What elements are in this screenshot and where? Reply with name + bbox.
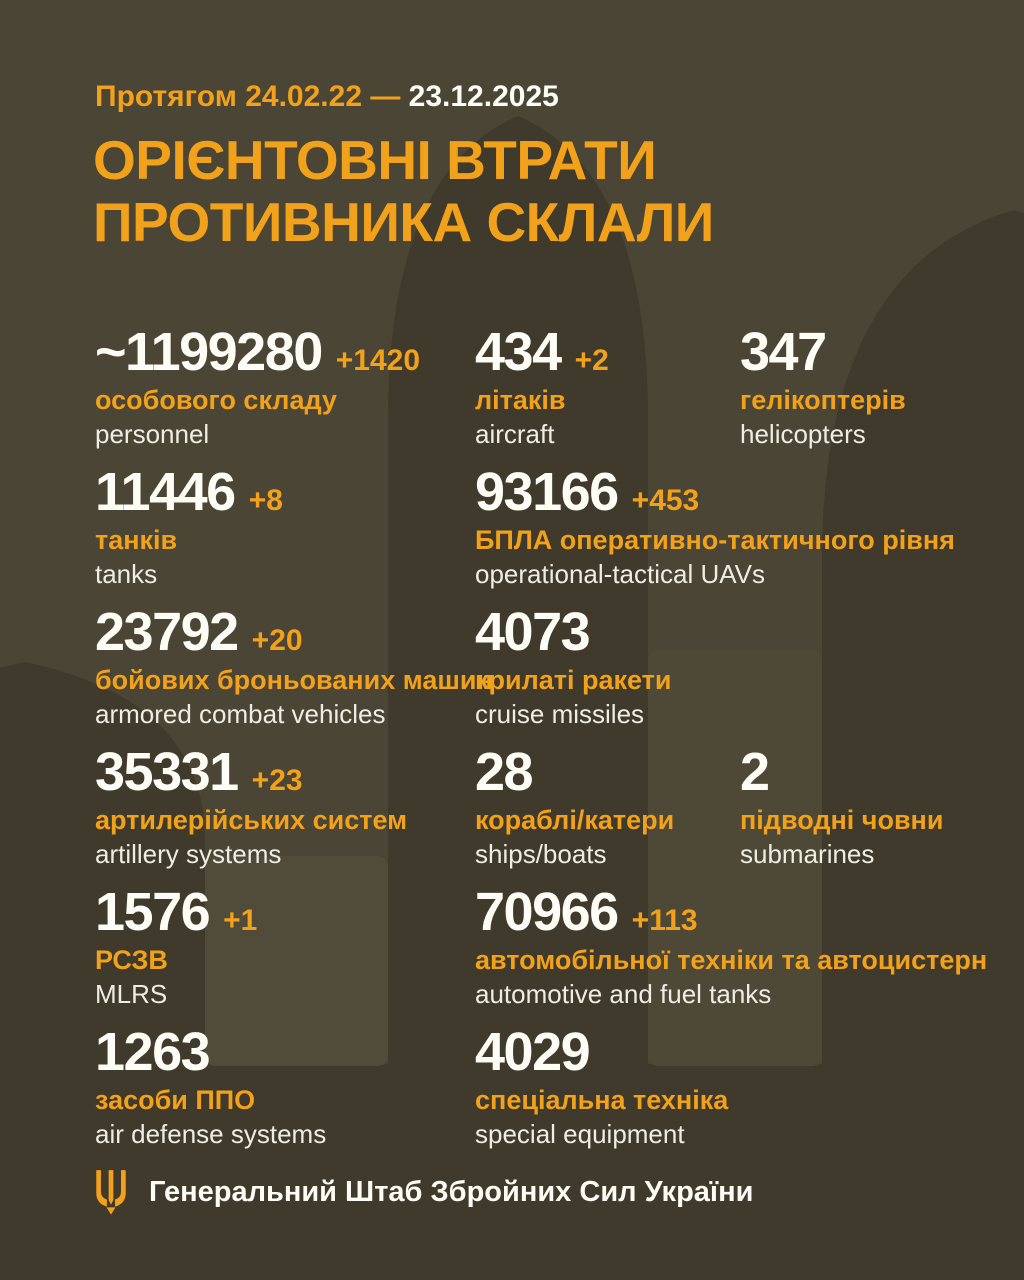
- stat-mlrs: [95, 882, 475, 1025]
- stat-value: 1263: [95, 1022, 210, 1082]
- footer-org-name: Генеральний Штаб Збройних Сил України: [149, 1176, 754, 1208]
- title-line-2: ПРОТИВНИКА СКЛАЛИ: [93, 190, 714, 253]
- stat-tanks: [95, 462, 475, 605]
- period-prefix: Протягом 24.02.22 —: [95, 80, 409, 113]
- stat-artillery-systems: [95, 742, 475, 885]
- stat-label-en: tanks: [95, 559, 158, 590]
- stat-daily-increase: +453: [631, 484, 700, 517]
- stat-label-en: ships/boats: [475, 839, 607, 870]
- stat-label-uk: засоби ППО: [95, 1085, 256, 1115]
- stat-label-uk: танків: [95, 525, 178, 555]
- footer: [95, 1170, 753, 1215]
- stat-value: 2: [740, 742, 769, 802]
- stat-value: 434: [475, 322, 561, 382]
- stat-label-en: artillery systems: [95, 839, 282, 870]
- stat-armored-combat-vehicles: [95, 602, 493, 745]
- stat-daily-increase: +23: [251, 764, 303, 797]
- stat-label-en: personnel: [95, 419, 210, 450]
- stat-submarines: [740, 742, 1005, 885]
- stat-label-en: armored combat vehicles: [95, 699, 386, 730]
- stat-value: ~1199280: [95, 322, 322, 382]
- report-date: 23.12.2025: [408, 80, 559, 113]
- stat-label-uk: підводні човни: [740, 805, 944, 835]
- stat-label-uk: БПЛА оперативно-тактичного рівня: [475, 525, 955, 555]
- stat-value: 4029: [475, 1022, 590, 1082]
- page-title: [93, 130, 714, 253]
- stat-label-uk: гелікоптерів: [740, 385, 906, 415]
- stat-daily-increase: +8: [248, 484, 283, 517]
- stat-personnel: [95, 322, 475, 465]
- stat-automotive-fuel-tanks: [475, 882, 988, 1025]
- losses-grid: [95, 322, 1005, 1165]
- stat-label-en: automotive and fuel tanks: [475, 979, 772, 1010]
- stat-label-en: aircraft: [475, 419, 555, 450]
- stat-label-en: cruise missiles: [475, 699, 645, 730]
- stat-label-uk: бойових броньованих машин: [95, 665, 493, 695]
- stat-label-uk: артилерійських систем: [95, 805, 408, 835]
- stat-label-uk: крилаті ракети: [475, 665, 672, 695]
- stat-label-en: MLRS: [95, 979, 168, 1010]
- title-line-1: ОРІЄНТОВНІ ВТРАТИ: [93, 129, 657, 191]
- stat-label-uk: літаків: [475, 385, 566, 415]
- stat-label-en: operational-tactical UAVs: [475, 559, 765, 590]
- stat-daily-increase: +1420: [335, 344, 421, 377]
- stat-label-uk: автомобільної техніки та автоцистерн: [475, 945, 988, 975]
- tryzub-trident-icon: [95, 1170, 127, 1215]
- stat-value: 93166: [475, 462, 618, 522]
- stat-daily-increase: +2: [574, 344, 609, 377]
- stat-label-uk: РСЗВ: [95, 945, 168, 975]
- stat-value: 4073: [475, 602, 590, 662]
- stat-value: 23792: [95, 602, 238, 662]
- stat-ships-boats: [475, 742, 740, 885]
- stat-uavs: [475, 462, 955, 605]
- stat-label-en: air defense systems: [95, 1119, 327, 1150]
- stat-value: 347: [740, 322, 826, 382]
- stat-label-en: helicopters: [740, 419, 866, 450]
- stat-value: 35331: [95, 742, 238, 802]
- stat-label-uk: кораблі/катери: [475, 805, 675, 835]
- stat-cruise-missiles: [475, 602, 740, 745]
- stat-daily-increase: +113: [631, 904, 698, 937]
- stat-daily-increase: +20: [251, 624, 303, 657]
- report-period: [95, 80, 559, 114]
- stat-value: 1576: [95, 882, 210, 942]
- stat-label-uk: спеціальна техніка: [475, 1085, 729, 1115]
- stat-value: 11446: [95, 462, 235, 522]
- stat-label-en: special equipment: [475, 1119, 685, 1150]
- stat-aircraft: [475, 322, 740, 465]
- stat-air-defense: [95, 1022, 475, 1165]
- stat-helicopters: [740, 322, 1005, 465]
- stat-special-equipment: [475, 1022, 740, 1165]
- stat-value: 70966: [475, 882, 618, 942]
- stat-value: 28: [475, 742, 533, 802]
- stat-label-uk: особового складу: [95, 385, 337, 415]
- stat-label-en: submarines: [740, 839, 875, 870]
- stat-daily-increase: +1: [223, 904, 258, 937]
